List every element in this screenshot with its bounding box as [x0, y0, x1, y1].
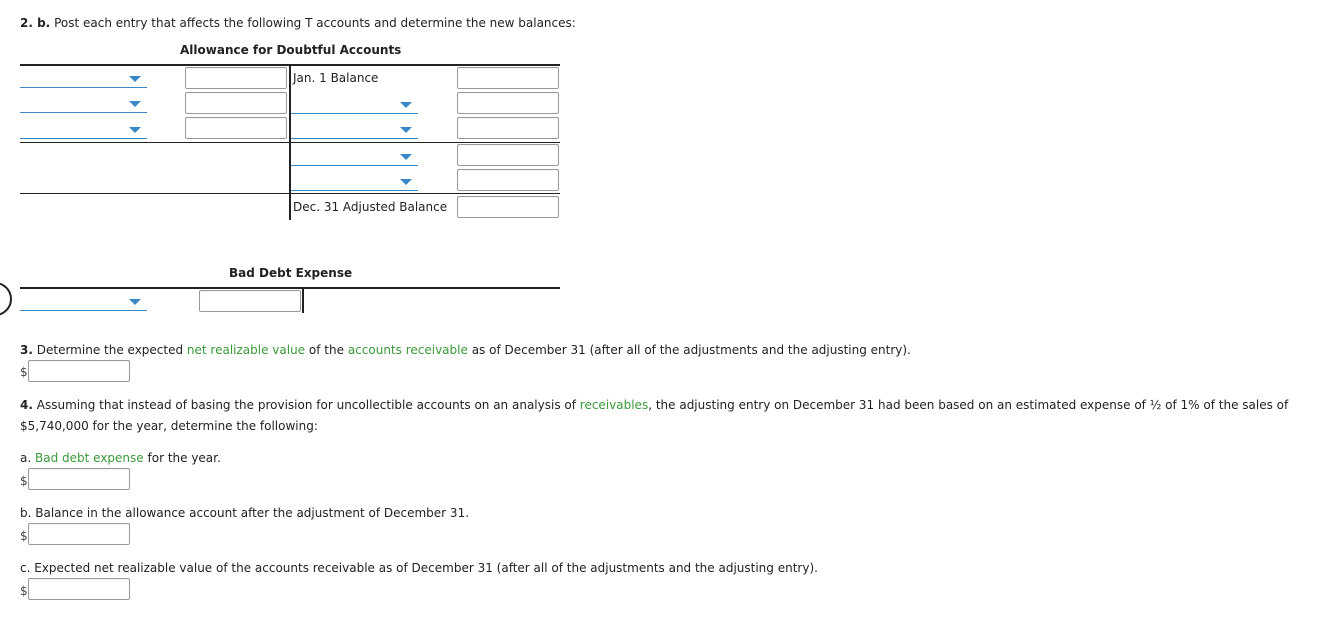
bad-debt-title: Bad Debt Expense	[229, 266, 353, 280]
q3-currency: $	[20, 365, 28, 379]
q3-nrv-input[interactable]	[28, 360, 130, 382]
q3-link-ar[interactable]: accounts receivable	[347, 343, 468, 357]
allowance-debit-amount-1[interactable]	[185, 67, 287, 89]
allowance-dec31-amount[interactable]	[457, 196, 559, 218]
allowance-total-line	[20, 193, 560, 194]
allowance-debit-amount-2[interactable]	[185, 92, 287, 114]
allowance-credit-account-select-2[interactable]	[291, 121, 418, 139]
allowance-debit-account-select-1[interactable]	[20, 70, 147, 88]
q2b-number: 2. b.	[20, 16, 51, 30]
q3-text-3: as of December 31 (after all of the adjustments and the adjusting entry).	[471, 343, 911, 357]
circle-marker	[0, 282, 12, 316]
allowance-credit-amount-3[interactable]	[457, 144, 559, 166]
q3-text-2: of the	[308, 343, 344, 357]
allowance-debit-amount-3[interactable]	[185, 117, 287, 139]
q4a-prompt	[20, 451, 221, 465]
allowance-dec31-label: Dec. 31 Adjusted Balance	[293, 200, 448, 214]
q4c-prompt: c. Expected net realizable value of the accounts receivable as of December 31 (after all of the adjustments and the adjusting entry).	[20, 561, 818, 575]
allowance-debit-account-select-3[interactable]	[20, 121, 147, 139]
allowance-credit-amount-1[interactable]	[457, 92, 559, 114]
bad-debt-debit-account-select[interactable]	[20, 293, 147, 311]
q4b-prompt: b. Balance in the allowance account after the adjustment of December 31.	[20, 506, 470, 520]
bad-debt-debit-amount[interactable]	[199, 290, 301, 312]
allowance-subtotal-line	[20, 142, 560, 143]
allowance-credit-account-select-4[interactable]	[291, 173, 418, 191]
q4a-currency: $	[20, 474, 28, 488]
q4-text-2: , the adjusting entry on December 31 had been based on an estimated expense of ½ of 1% of the sales of	[648, 398, 1289, 412]
q4-text-1: Assuming that instead of basing the provision for uncollectible accounts on an analysis of	[36, 398, 576, 412]
q2b-prompt-text: Post each entry that affects the following T accounts and determine the new balances:	[54, 16, 576, 30]
q2b-prompt	[20, 16, 576, 30]
allowance-credit-account-select-1[interactable]	[291, 96, 418, 114]
q4-link-receivables[interactable]: receivables	[579, 398, 649, 412]
bad-debt-divider	[302, 287, 304, 313]
q3-prompt	[20, 343, 911, 357]
q4a-link-bad-debt[interactable]: Bad debt expense	[35, 451, 144, 465]
allowance-jan1-amount[interactable]	[457, 67, 559, 89]
allowance-credit-amount-4[interactable]	[457, 169, 559, 191]
q4-prompt-line1	[20, 398, 1288, 412]
allowance-jan1-label: Jan. 1 Balance	[293, 71, 379, 85]
q4a-text: for the year.	[147, 451, 221, 465]
allowance-debit-account-select-2[interactable]	[20, 95, 147, 113]
q4-prompt-line2: $5,740,000 for the year, determine the following:	[20, 419, 318, 433]
q4-number: 4.	[20, 398, 33, 412]
q4a-input[interactable]	[28, 468, 130, 490]
bad-debt-top-line	[20, 287, 560, 289]
allowance-credit-amount-2[interactable]	[457, 117, 559, 139]
allowance-title: Allowance for Doubtful Accounts	[180, 43, 402, 57]
q4b-input[interactable]	[28, 523, 130, 545]
q4b-currency: $	[20, 529, 28, 543]
allowance-credit-account-select-3[interactable]	[291, 148, 418, 166]
q4c-currency: $	[20, 584, 28, 598]
q3-text-1: Determine the expected	[36, 343, 184, 357]
q3-link-nrv[interactable]: net realizable value	[186, 343, 306, 357]
q4c-input[interactable]	[28, 578, 130, 600]
q3-number: 3.	[20, 343, 33, 357]
q4a-prefix: a.	[20, 451, 32, 465]
